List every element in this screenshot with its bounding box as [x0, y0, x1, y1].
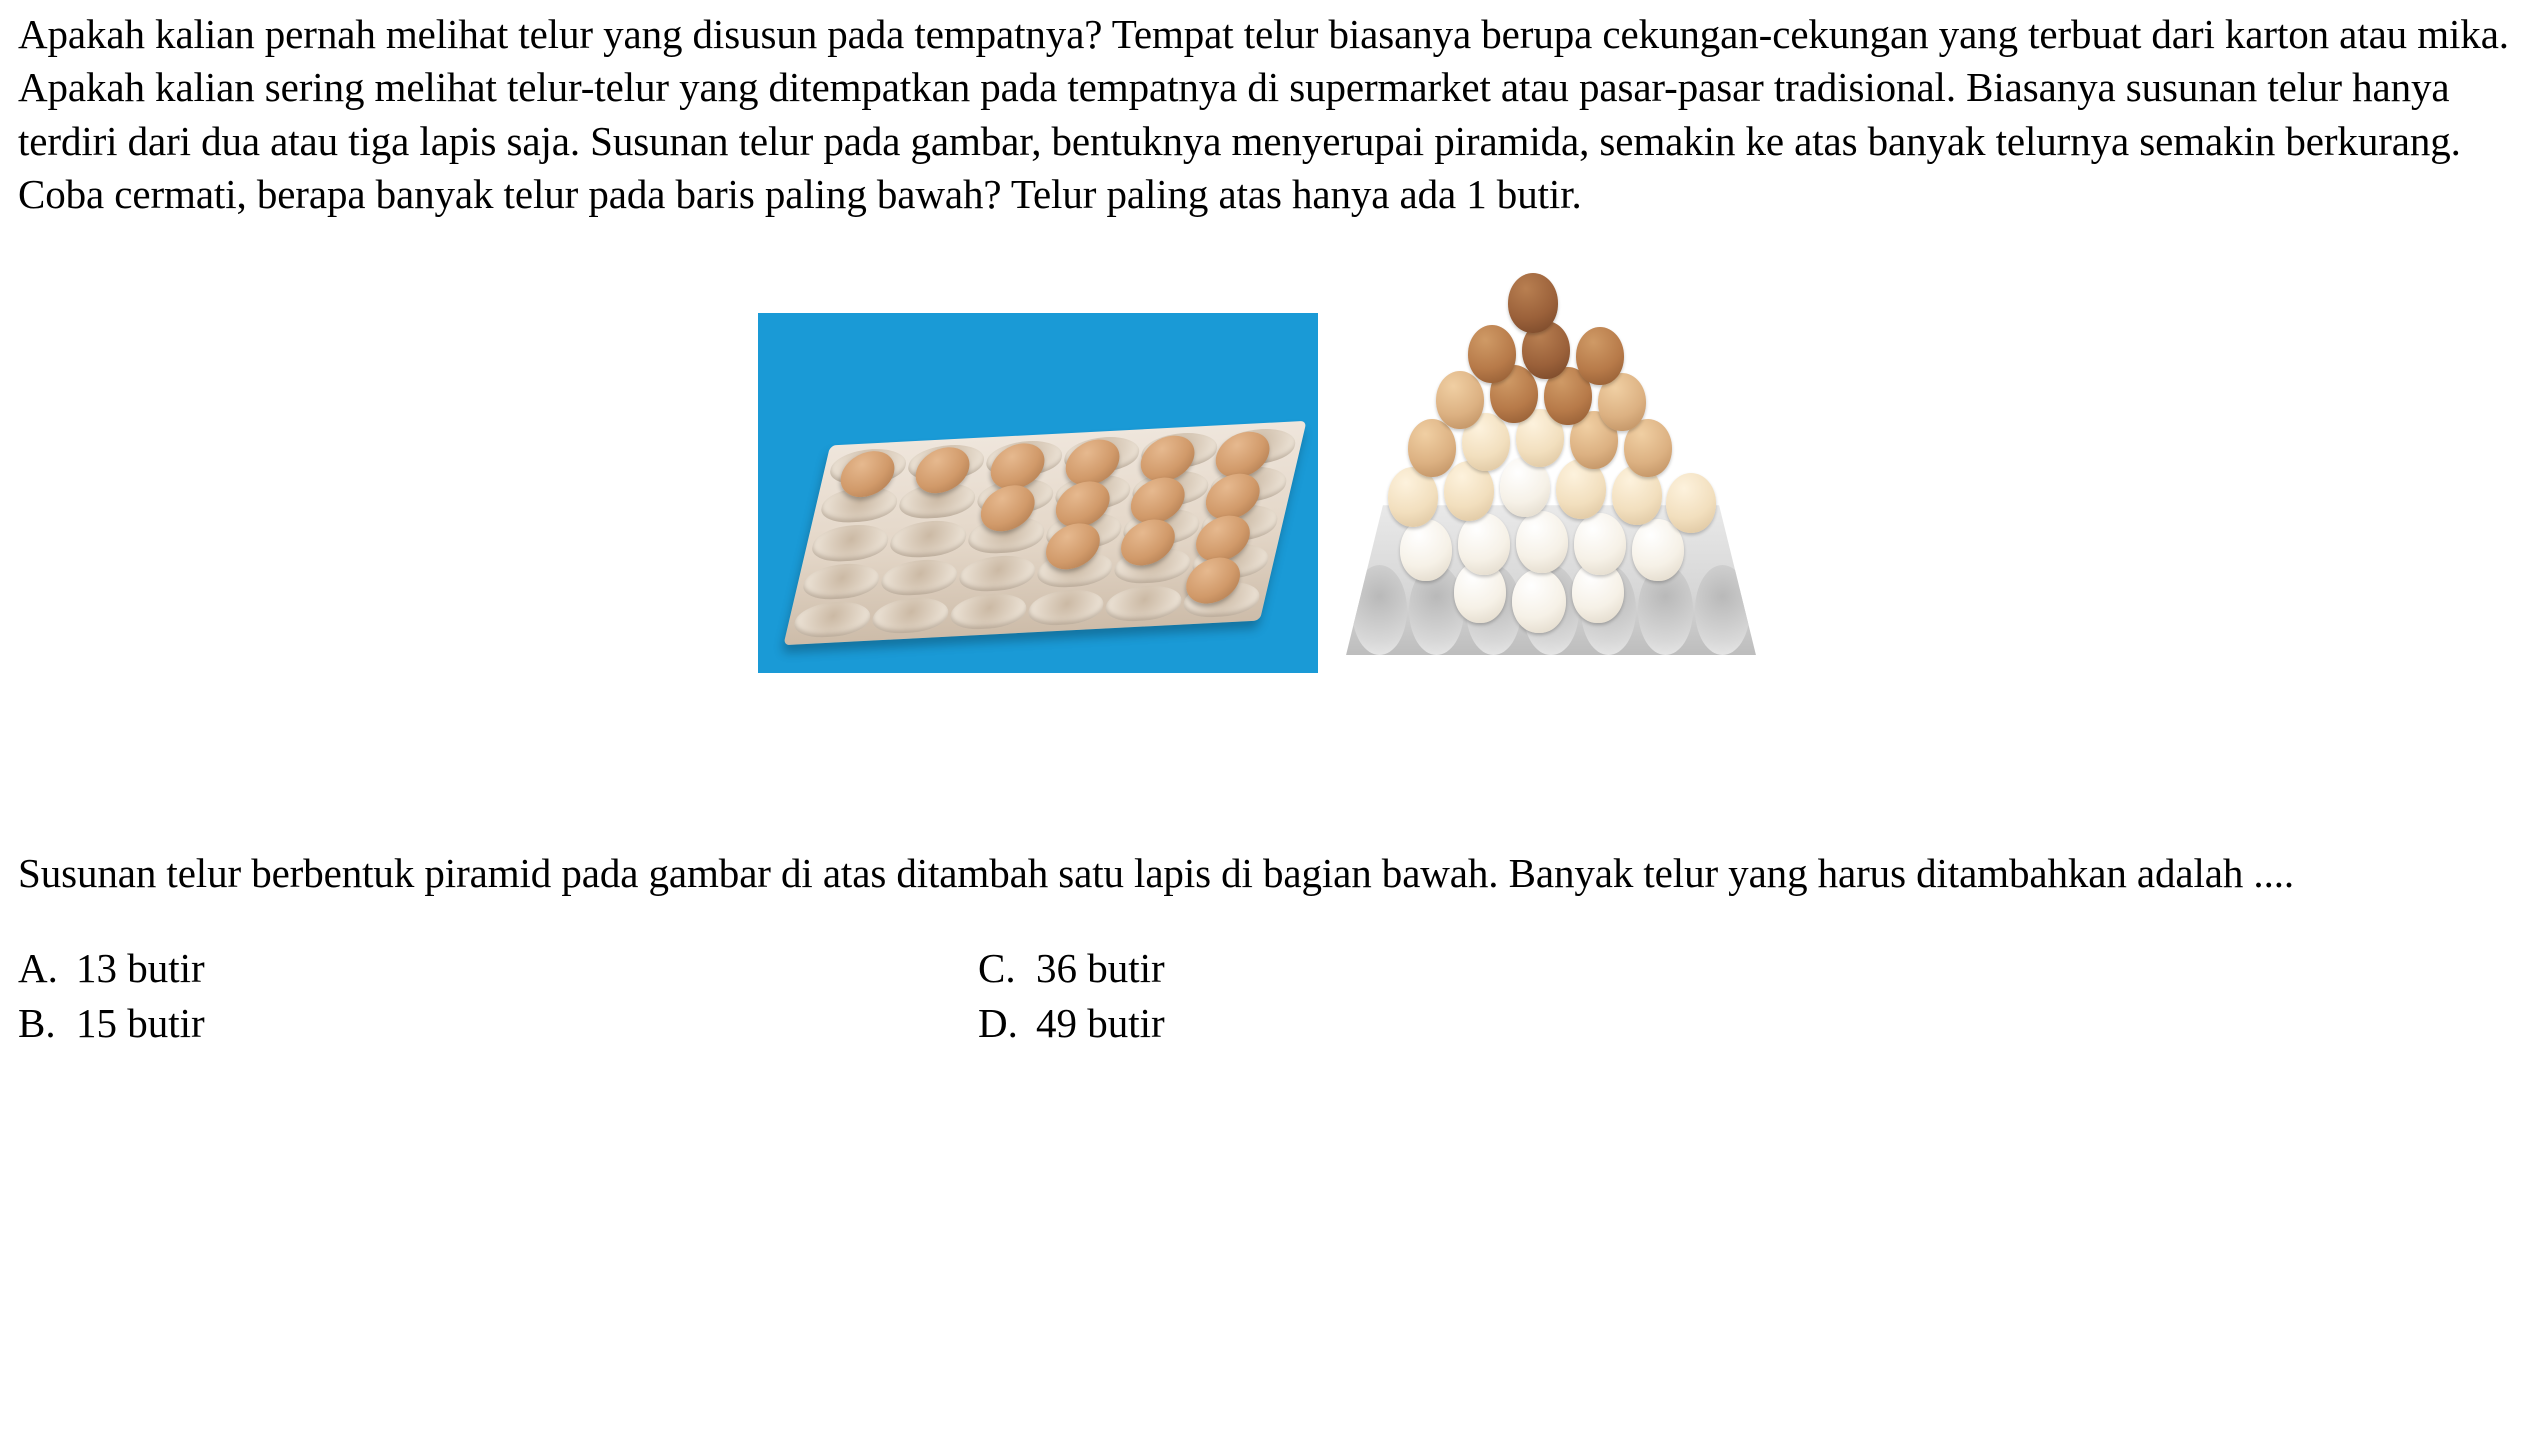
eggs-on-tray	[783, 421, 1306, 645]
option-c-letter: C.	[978, 945, 1016, 992]
pyramid-egg	[1576, 327, 1624, 385]
tray-egg	[986, 442, 1049, 491]
question-prompt-paragraph: Susunan telur berbentuk piramid pada gambar di atas ditambah satu lapis di bagian bawah. Banyak telur yang harus ditambahkan adalah ....	[18, 850, 2295, 897]
pyramid-egg-top	[1508, 273, 1558, 333]
pyramid-egg	[1512, 569, 1566, 633]
tray-egg	[1051, 480, 1114, 529]
option-b-text: 15 butir	[76, 999, 205, 1046]
tray-egg	[836, 450, 899, 499]
tray-egg	[911, 446, 974, 495]
option-d-text: 49 butir	[1036, 999, 1165, 1046]
tray-egg	[1191, 514, 1254, 563]
pyramid-cup	[1695, 565, 1750, 655]
tray-egg	[976, 484, 1039, 533]
egg-tray-photo	[758, 313, 1318, 673]
tray-egg	[1041, 522, 1104, 571]
pyramid-egg	[1436, 371, 1484, 429]
question-intro-paragraph: Apakah kalian pernah melihat telur yang disusun pada tempatnya? Tempat telur biasanya berupa cekungan-cekungan yang terbuat dari karton atau mika. Apakah kalian sering melihat telur-telur yang ditempatkan pada tempatnya di supermarket atau pasar-pasar tradisional. Biasanya susunan telur hanya terdiri dari dua atau tiga lapis saja. Susunan telur pada gambar, bentuknya menyerupai piramida, semakin ke atas banyak telurnya semakin berkurang. Coba cermati, berapa banyak telur pada baris paling bawah? Telur paling atas hanya ada 1 butir.	[18, 11, 2509, 217]
tray-egg	[1136, 434, 1199, 483]
figure-row	[758, 243, 1766, 673]
tray-egg	[1126, 476, 1189, 525]
option-c[interactable]	[978, 941, 1165, 995]
pyramid-egg	[1458, 513, 1510, 575]
tray-egg	[1116, 518, 1179, 567]
answer-options	[18, 941, 2522, 1049]
tray-egg	[1211, 431, 1274, 480]
tray-egg	[1061, 438, 1124, 487]
option-b[interactable]	[18, 996, 978, 1050]
pyramid-egg	[1666, 473, 1716, 533]
option-c-text: 36 butir	[1036, 945, 1165, 992]
pyramid-egg	[1516, 511, 1568, 573]
option-d-letter: D.	[978, 999, 1018, 1046]
pyramid-egg	[1400, 519, 1452, 581]
option-a-text: 13 butir	[76, 945, 205, 992]
egg-pyramid-photo	[1336, 243, 1766, 673]
pyramid-egg	[1468, 325, 1516, 383]
option-row	[18, 941, 2522, 995]
option-a[interactable]	[18, 941, 978, 995]
option-d[interactable]	[978, 996, 1165, 1050]
tray-egg	[1201, 473, 1264, 522]
option-row	[18, 996, 2522, 1050]
tray-egg	[1181, 556, 1244, 605]
option-b-letter: B.	[18, 999, 56, 1046]
figure-block	[18, 243, 2522, 843]
pyramid-egg	[1574, 513, 1626, 575]
pyramid-egg	[1408, 419, 1456, 477]
pyramid-cup	[1352, 565, 1407, 655]
option-a-letter: A.	[18, 945, 58, 992]
